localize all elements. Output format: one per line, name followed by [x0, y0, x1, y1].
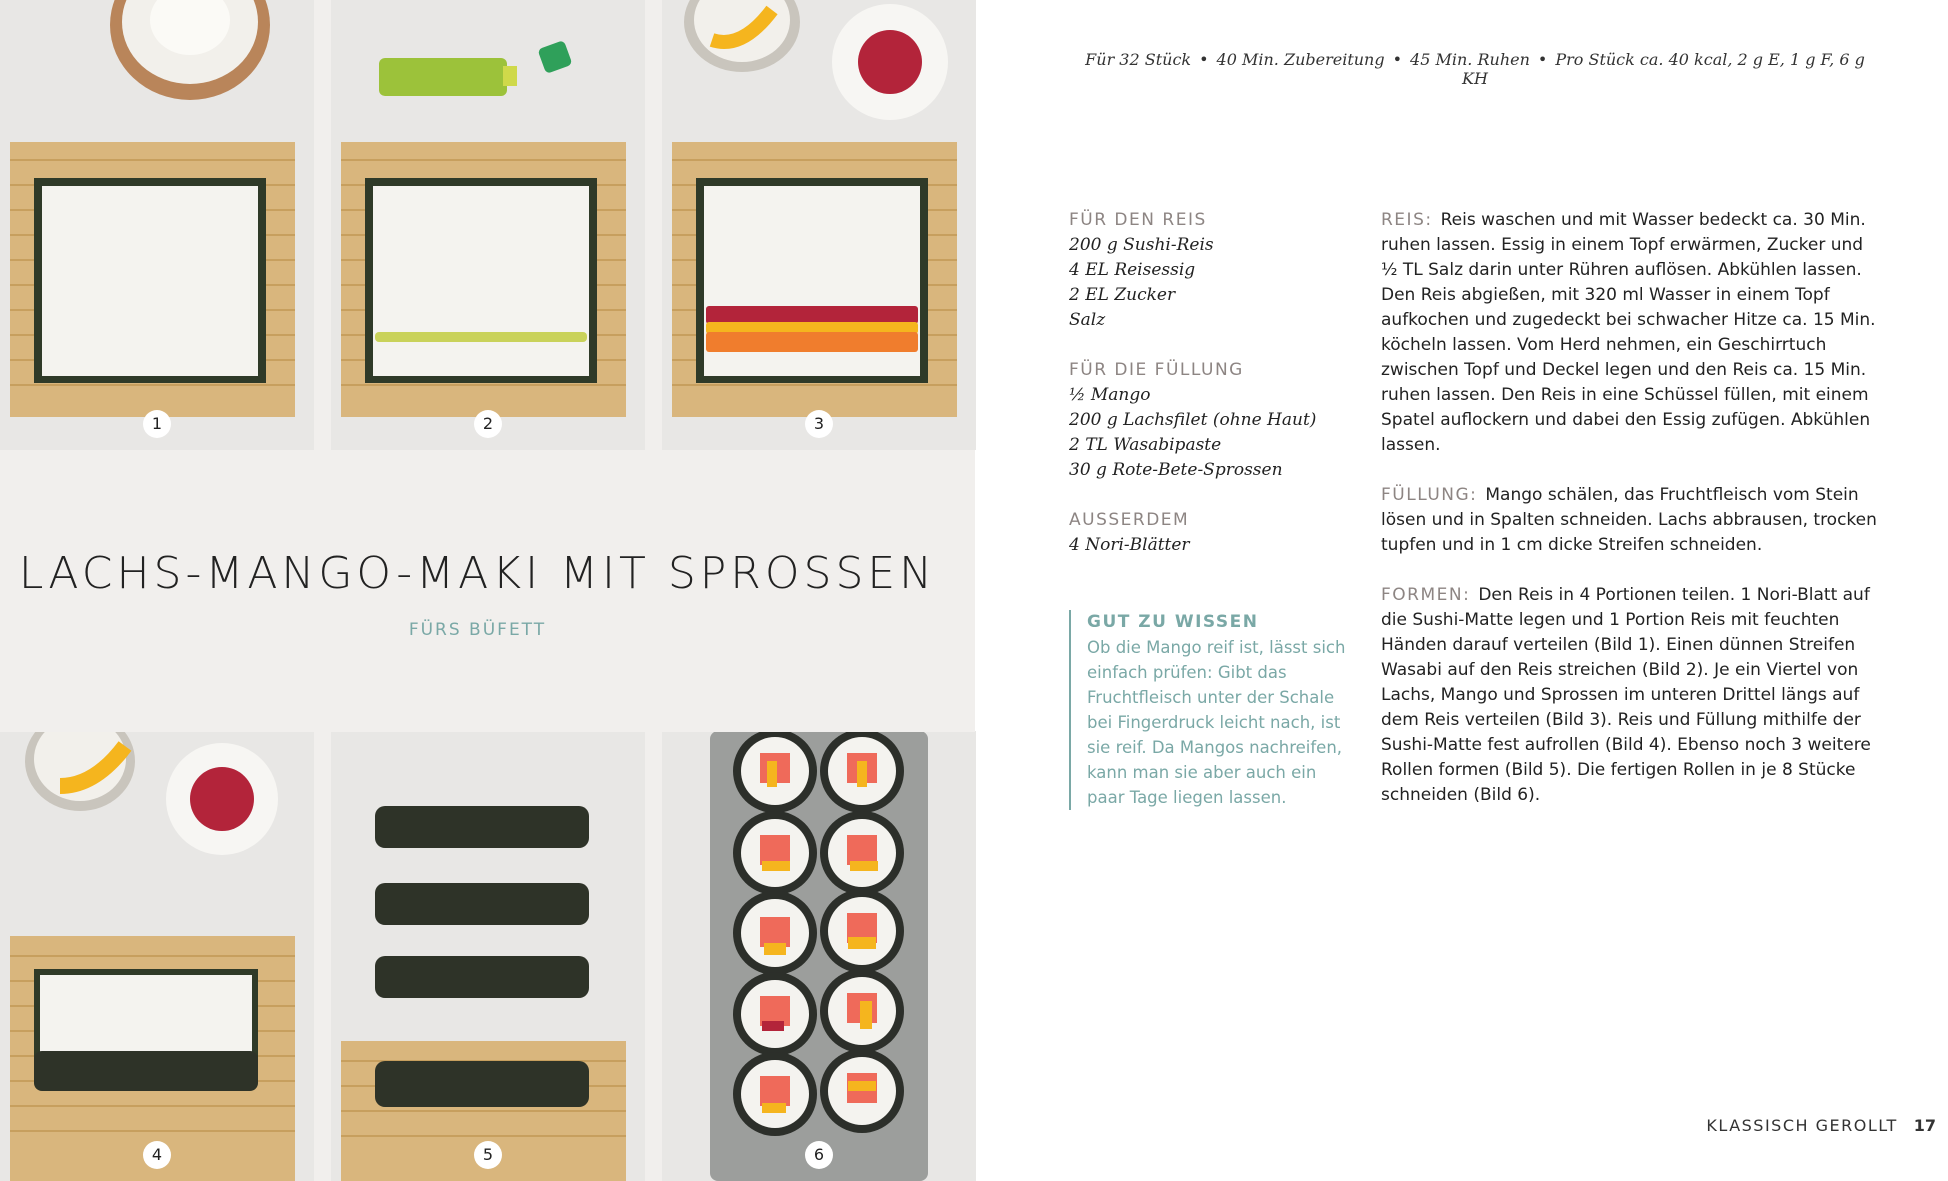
- recipe-title: LACHS-MANGO-MAKI MIT SPROSSEN: [18, 548, 937, 599]
- step-photo-5: [331, 731, 645, 1181]
- meta-separator: •: [1537, 50, 1548, 69]
- photo-cut-maki: [662, 731, 976, 1181]
- ingredient-group-heading: FÜR DIE FÜLLUNG: [1069, 360, 1244, 380]
- photo-rolling: [0, 731, 314, 1181]
- ingredient-item: Salz: [1069, 310, 1106, 330]
- instruction-step: [1381, 583, 1881, 808]
- photo-filling-laid: [662, 0, 976, 450]
- instructions: [1381, 208, 1881, 833]
- step-photo-1: [0, 0, 314, 450]
- meta-separator: •: [1199, 50, 1209, 69]
- ingredient-group: [1069, 508, 1329, 558]
- meta-rest: 45 Min. Ruhen: [1410, 50, 1530, 69]
- step-number: 4: [143, 1141, 171, 1169]
- ingredient-item: 4 EL Reisessig: [1069, 260, 1196, 280]
- step-number: 1: [143, 410, 171, 438]
- step-photo-3: [662, 0, 976, 450]
- ingredients-list: [1069, 208, 1329, 583]
- meta-separator: •: [1392, 50, 1403, 69]
- tip-heading: GUT ZU WISSEN: [1087, 612, 1259, 632]
- ingredient-item: 200 g Sushi-Reis: [1069, 235, 1214, 255]
- step-photo-6: [662, 731, 976, 1181]
- ingredient-item: ½ Mango: [1069, 385, 1151, 405]
- photo-rice-on-nori: [0, 0, 314, 450]
- recipe-meta: [1085, 50, 1865, 88]
- meta-yield: Für 32 Stück: [1085, 50, 1192, 69]
- title-banner: [0, 450, 975, 732]
- photo-wasabi-strip: [331, 0, 645, 450]
- instruction-label: FORMEN:: [1381, 585, 1471, 605]
- ingredient-group: [1069, 208, 1329, 333]
- step-number: 5: [474, 1141, 502, 1169]
- ingredient-group-heading: FÜR DEN REIS: [1069, 210, 1207, 230]
- section-name: KLASSISCH GEROLLT: [1706, 1116, 1898, 1135]
- recipe-subtitle: FÜRS BÜFETT: [408, 620, 547, 640]
- step-photo-4: [0, 731, 314, 1181]
- ingredient-item: 200 g Lachsfilet (ohne Haut): [1069, 410, 1317, 430]
- tip-text: Ob die Mango reif ist, lässt sich einfach prüfen: Gibt das Fruchtfleisch unter der Schale bei Fingerdruck leicht nach, ist sie reif. Da Mangos nachreifen, kann man sie aber auch ein paar Tage liegen lassen.: [1087, 638, 1346, 807]
- instruction-label: REIS:: [1381, 210, 1433, 230]
- step-number: 3: [805, 410, 833, 438]
- step-number: 2: [474, 410, 502, 438]
- ingredient-group-heading: AUSSERDEM: [1069, 510, 1190, 530]
- instruction-step: [1381, 208, 1881, 458]
- instruction-text: Reis waschen und mit Wasser bedeckt ca. 30 Min. ruhen lassen. Essig in einem Topf erwärmen, Zucker und ½ TL Salz darin unter Rühren auflösen. Abkühlen lassen. Den Reis abgießen, mit 320 ml Wasser in einem Topf aufkochen und zugedeckt bei schwacher Hitze ca. 15 Min. köcheln lassen. Vom Herd nehmen, ein Geschirrtuch zwischen Topf und Deckel legen und den Reis ca. 15 Min. ruhen lassen. Den Reis in eine Schüssel füllen, mit einem Spatel auflockern und dabei den Essig zufügen. Abkühlen lassen.: [1381, 210, 1876, 455]
- ingredient-item: 30 g Rote-Bete-Sprossen: [1069, 460, 1283, 480]
- tip-box: [1069, 610, 1357, 810]
- ingredient-item: 2 TL Wasabipaste: [1069, 435, 1222, 455]
- ingredient-item: 2 EL Zucker: [1069, 285, 1176, 305]
- page-footer: [1706, 1116, 1936, 1135]
- instruction-label: FÜLLUNG:: [1381, 485, 1478, 505]
- ingredient-item: 4 Nori-Blätter: [1069, 535, 1190, 555]
- ingredient-group: [1069, 358, 1329, 483]
- meta-nutrition: Pro Stück ca. 40 kcal, 2 g E, 1 g F, 6 g KH: [1462, 50, 1865, 88]
- instruction-text: Den Reis in 4 Portionen teilen. 1 Nori-Blatt auf die Sushi-Matte legen und 1 Portion Reis mit feuchten Händen darauf verteilen (Bild 1). Einen dünnen Streifen Wasabi auf den Reis streichen (Bild 2). Je ein Viertel von Lachs, Mango und Sprossen im unteren Drittel längs auf dem Reis verteilen (Bild 3). Reis und Füllung mithilfe der Sushi-Matte fest aufrollen (Bild 4). Ebenso noch 3 weitere Rollen formen (Bild 5). Die fertigen Rollen in je 8 Stücke schneiden (Bild 6).: [1381, 585, 1871, 805]
- photo-four-rolls: [331, 731, 645, 1181]
- page-number: 17: [1913, 1116, 1936, 1135]
- instruction-step: [1381, 483, 1881, 558]
- step-photo-2: [331, 0, 645, 450]
- instruction-text: Mango schälen, das Fruchtfleisch vom Stein lösen und in Spalten schneiden. Lachs abbrausen, trocken tupfen und in 1 cm dicke Streifen schneiden.: [1381, 485, 1877, 555]
- step-number: 6: [805, 1141, 833, 1169]
- meta-prep: 40 Min. Zubereitung: [1216, 50, 1385, 69]
